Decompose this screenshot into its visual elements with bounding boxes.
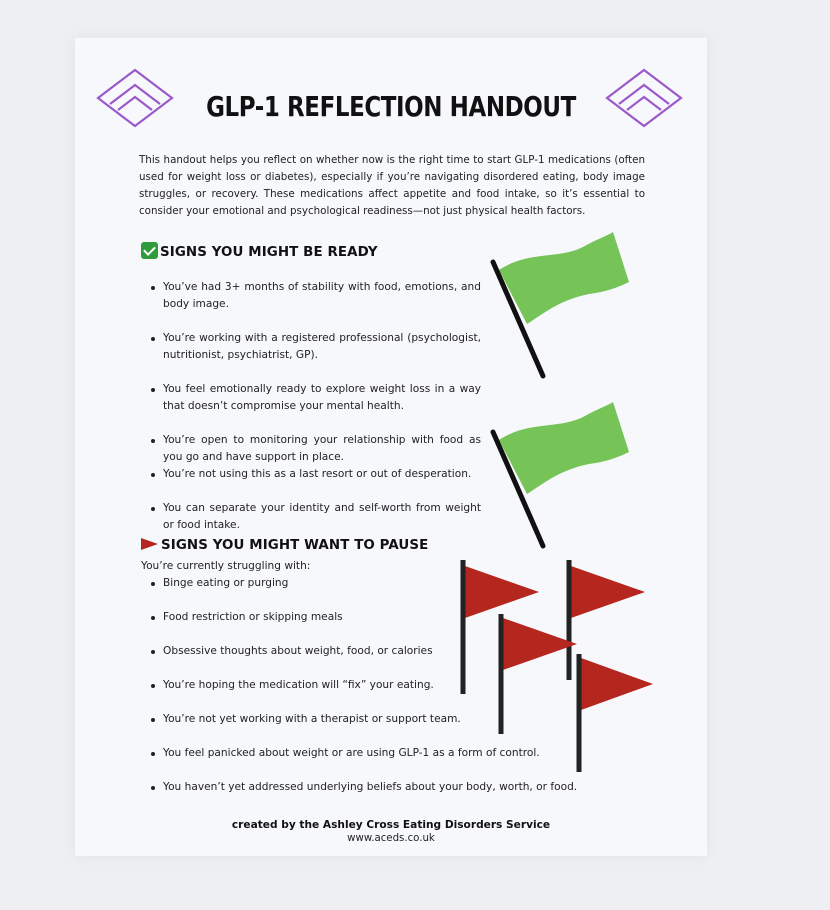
pause-heading-text: SIGNS YOU MIGHT WANT TO PAUSE: [161, 538, 429, 553]
page-title: GLP-1 REFLECTION HANDOUT: [206, 90, 576, 123]
list-item: Binge eating or purging: [139, 575, 633, 592]
pause-subheading: You’re currently struggling with:: [141, 560, 311, 572]
list-item: You can separate your identity and self-worth from weight or food intake.: [139, 500, 481, 534]
ready-heading: [141, 242, 378, 260]
list-item: Obsessive thoughts about weight, food, or calories: [139, 643, 633, 660]
intro-paragraph: This handout helps you reflect on whether now is the right time to start GLP-1 medications (often used for weight loss or diabetes), especially if you’re navigating disordered eating, body image struggles, or recovery. These medications affect appetite and food intake, so it’s essential to consider your emotional and psychological readiness—not just physical health factors.: [139, 154, 645, 217]
green-flag-icon-2: [489, 400, 635, 550]
red-flag-icon-3: [501, 614, 577, 734]
list-item: You’re open to monitoring your relationship with food as you go and have support in place.: [139, 432, 481, 466]
footer-credit: created by the Ashley Cross Eating Disorders Service: [231, 819, 551, 831]
ready-heading-text: SIGNS YOU MIGHT BE READY: [160, 245, 378, 260]
list-item: You feel panicked about weight or are using GLP-1 as a form of control.: [139, 745, 633, 762]
list-item: You’re not yet working with a therapist or support team.: [139, 711, 633, 728]
list-item: You haven’t yet addressed underlying beliefs about your body, worth, or food.: [139, 779, 633, 796]
list-item: You’re hoping the medication will “fix” your eating.: [139, 677, 633, 694]
green-flag-icon-1: [489, 230, 635, 380]
footer-url[interactable]: www.aceds.co.uk: [347, 833, 435, 844]
list-item: You’re not using this as a last resort or out of desperation.: [139, 466, 481, 483]
list-item: You’ve had 3+ months of stability with food, emotions, and body image.: [139, 279, 481, 313]
green-checkbox-icon: [141, 242, 158, 259]
list-item: Food restriction or skipping meals: [139, 609, 633, 626]
red-triangle-flag-icon: [141, 538, 158, 550]
list-item: You’re working with a registered professional (psychologist, nutritionist, psychiatrist, GP).: [139, 330, 481, 364]
handout-page: [75, 38, 707, 856]
red-flags-icon: [455, 556, 655, 776]
red-flag-icon-4: [579, 654, 653, 772]
list-item: You feel emotionally ready to explore weight loss in a way that doesn’t compromise your mental health.: [139, 381, 481, 415]
pause-heading: [141, 538, 428, 553]
